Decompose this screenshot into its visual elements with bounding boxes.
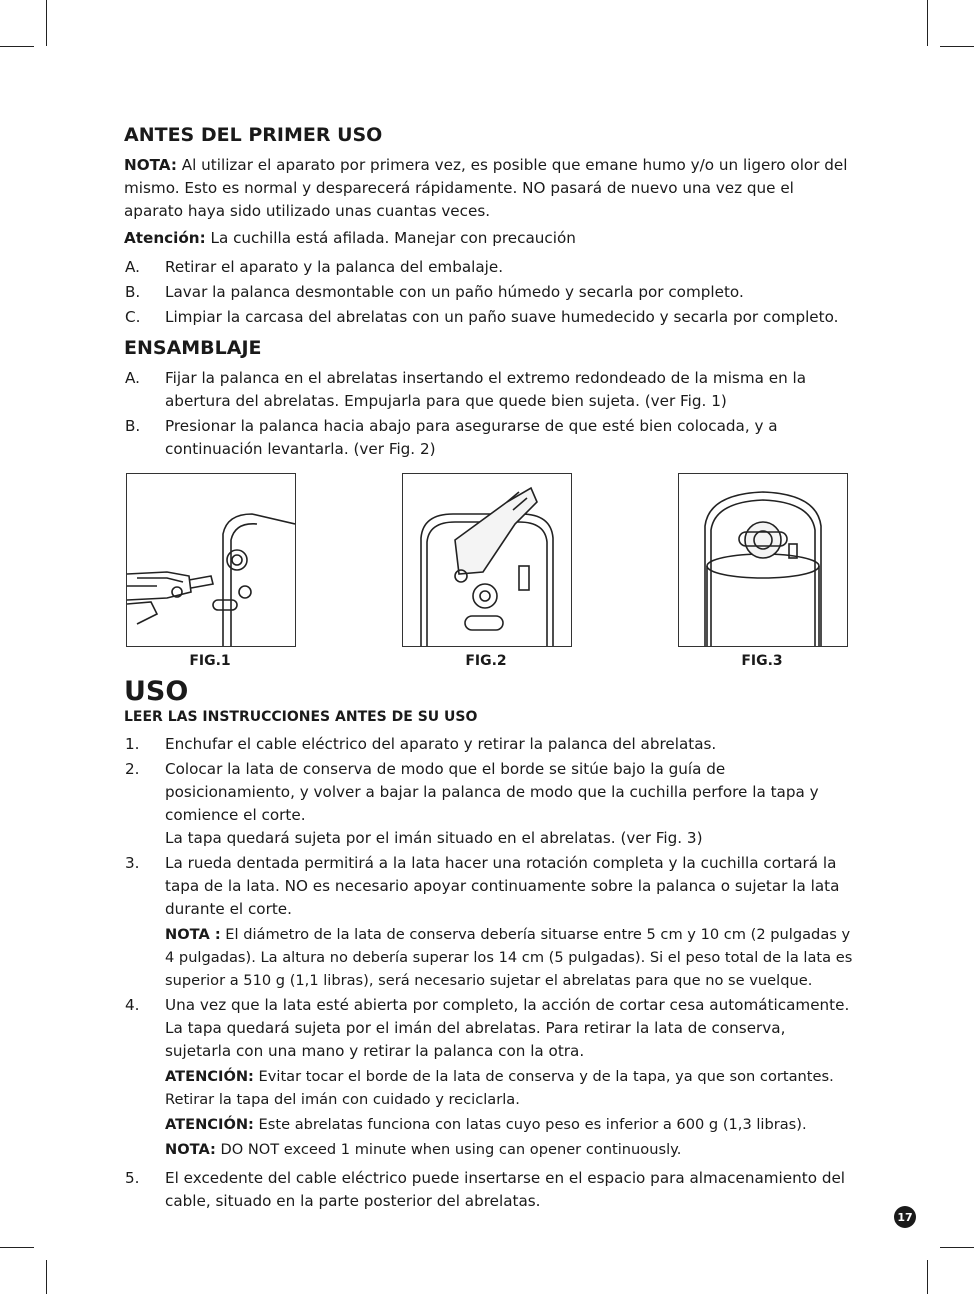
- section-title-ensamblaje: ENSAMBLAJE: [124, 337, 262, 359]
- list-item: [124, 306, 854, 329]
- list-item: [124, 1167, 854, 1213]
- figure-3-caption: FIG.3: [741, 653, 783, 669]
- usage-steps: [124, 733, 854, 1213]
- attention-text: La cuchilla está afilada. Manejar con precaución: [205, 229, 576, 247]
- list-text: Lavar la palanca desmontable con un paño húmedo y secarla por completo.: [165, 283, 744, 301]
- warning-text: Este abrelatas funciona con latas cuyo peso es inferior a 600 g (1,3 libras).: [253, 1116, 807, 1133]
- warning-label: ATENCIÓN:: [165, 1068, 254, 1085]
- figure-1-caption: FIG.1: [189, 653, 231, 669]
- figure-1-image: [126, 473, 296, 647]
- note-label: NOTA:: [165, 1141, 216, 1158]
- list-item: [124, 415, 854, 461]
- list-marker: B.: [125, 417, 141, 435]
- list-item: [124, 733, 854, 756]
- list-item: [124, 367, 854, 413]
- list-text: La rueda dentada permitirá a la lata hacer una rotación completa y la cuchilla cortará la tapa de la lata. NO es necesario apoyar continuamente sobre la palanca o sujetar la lata durante el corte.: [165, 854, 840, 918]
- crop-mark: [940, 46, 974, 47]
- figure-row: [124, 473, 854, 679]
- list-marker: 4.: [125, 996, 140, 1014]
- list-marker: 5.: [125, 1169, 140, 1187]
- attention-label: Atención:: [124, 229, 206, 247]
- list-marker: A.: [125, 369, 140, 387]
- warning-label: ATENCIÓN:: [165, 1116, 254, 1133]
- list-marker: C.: [125, 308, 141, 326]
- list-item: [124, 852, 854, 992]
- list-text: Colocar la lata de conserva de modo que el borde se sitúe bajo la guía de posicionamiento, y volver a bajar la palanca de modo que la cuchilla perfore la tapa y comience el corte.: [165, 760, 819, 824]
- note-label: NOTA :: [165, 926, 221, 943]
- section-title-antes: ANTES DEL PRIMER USO: [124, 124, 383, 146]
- list-item: [124, 994, 854, 1161]
- crop-mark: [0, 46, 34, 47]
- list-text: Limpiar la carcasa del abrelatas con un paño suave humedecido y secarla por completo.: [165, 308, 839, 326]
- note-paragraph: [124, 154, 854, 223]
- list-text: Fijar la palanca en el abrelatas insertando el extremo redondeado de la misma en la abertura del abrelatas. Empujarla para que quede bien sujeta. (ver Fig. 1): [165, 369, 807, 410]
- crop-mark: [46, 1260, 47, 1294]
- warning-paragraph: [165, 1065, 854, 1111]
- can-opener-with-can-illustration: [679, 474, 847, 646]
- crop-mark: [940, 1247, 974, 1248]
- note-text: DO NOT exceed 1 minute when using can opener continuously.: [215, 1141, 682, 1158]
- crop-mark: [46, 0, 47, 46]
- note-paragraph: [165, 923, 854, 992]
- list-marker: 1.: [125, 735, 140, 753]
- note-label: NOTA:: [124, 156, 177, 174]
- crop-mark: [927, 0, 928, 46]
- figure-2-caption: FIG.2: [465, 653, 507, 669]
- list-item: [124, 281, 854, 304]
- can-opener-lever-illustration: [403, 474, 571, 646]
- can-opener-side-illustration: [127, 474, 295, 646]
- warning-paragraph: [165, 1113, 854, 1136]
- list-item: [124, 758, 854, 850]
- figure-2-image: [402, 473, 572, 647]
- list-text: Una vez que la lata esté abierta por completo, la acción de cortar cesa automáticamente. La tapa quedará sujeta por el imán del abrelatas. Para retirar la lata de conserva, sujetarla con una mano y retirar la palanca con la otra.: [165, 996, 850, 1060]
- note-text: Al utilizar el aparato por primera vez, es posible que emane humo y/o un ligero olor del mismo. Esto es normal y desparecerá rápidamente. NO pasará de nuevo una vez que el aparato haya sido utilizado unas cuantas veces.: [124, 156, 848, 220]
- assembly-steps: [124, 367, 854, 461]
- list-item: [124, 256, 854, 279]
- list-text: La tapa quedará sujeta por el imán situado en el abrelatas. (ver Fig. 3): [165, 829, 703, 847]
- list-marker: 3.: [125, 854, 140, 872]
- list-text: Retirar el aparato y la palanca del embalaje.: [165, 258, 504, 276]
- note-paragraph: [165, 1138, 854, 1161]
- attention-paragraph: [124, 227, 854, 250]
- preparation-steps: [124, 256, 854, 329]
- figure-3-image: [678, 473, 848, 647]
- section-subtitle: LEER LAS INSTRUCCIONES ANTES DE SU USO: [124, 709, 478, 725]
- list-marker: A.: [125, 258, 140, 276]
- crop-mark: [0, 1247, 34, 1248]
- section-title-uso: USO: [124, 676, 189, 707]
- list-text: Enchufar el cable eléctrico del aparato y retirar la palanca del abrelatas.: [165, 735, 717, 753]
- crop-mark: [927, 1260, 928, 1294]
- warning-text: Evitar tocar el borde de la lata de conserva y de la tapa, ya que son cortantes. Retirar la tapa del imán con cuidado y reciclarla.: [165, 1068, 834, 1108]
- page-content: [124, 124, 854, 1215]
- list-marker: B.: [125, 283, 141, 301]
- page-number-badge: 17: [894, 1206, 916, 1228]
- list-text: Presionar la palanca hacia abajo para asegurarse de que esté bien colocada, y a continuación levantarla. (ver Fig. 2): [165, 417, 778, 458]
- list-text: El excedente del cable eléctrico puede insertarse en el espacio para almacenamiento del cable, situado en la parte posterior del abrelatas.: [165, 1169, 846, 1210]
- list-marker: 2.: [125, 760, 140, 778]
- note-text: El diámetro de la lata de conserva debería situarse entre 5 cm y 10 cm (2 pulgadas y 4 pulgadas). La altura no debería superar los 14 cm (5 pulgadas). Si el peso total de la lata es superior a 510 g (1,1 libras), será necesario sujetar el abrelatas para que no se vuelque.: [165, 926, 853, 989]
